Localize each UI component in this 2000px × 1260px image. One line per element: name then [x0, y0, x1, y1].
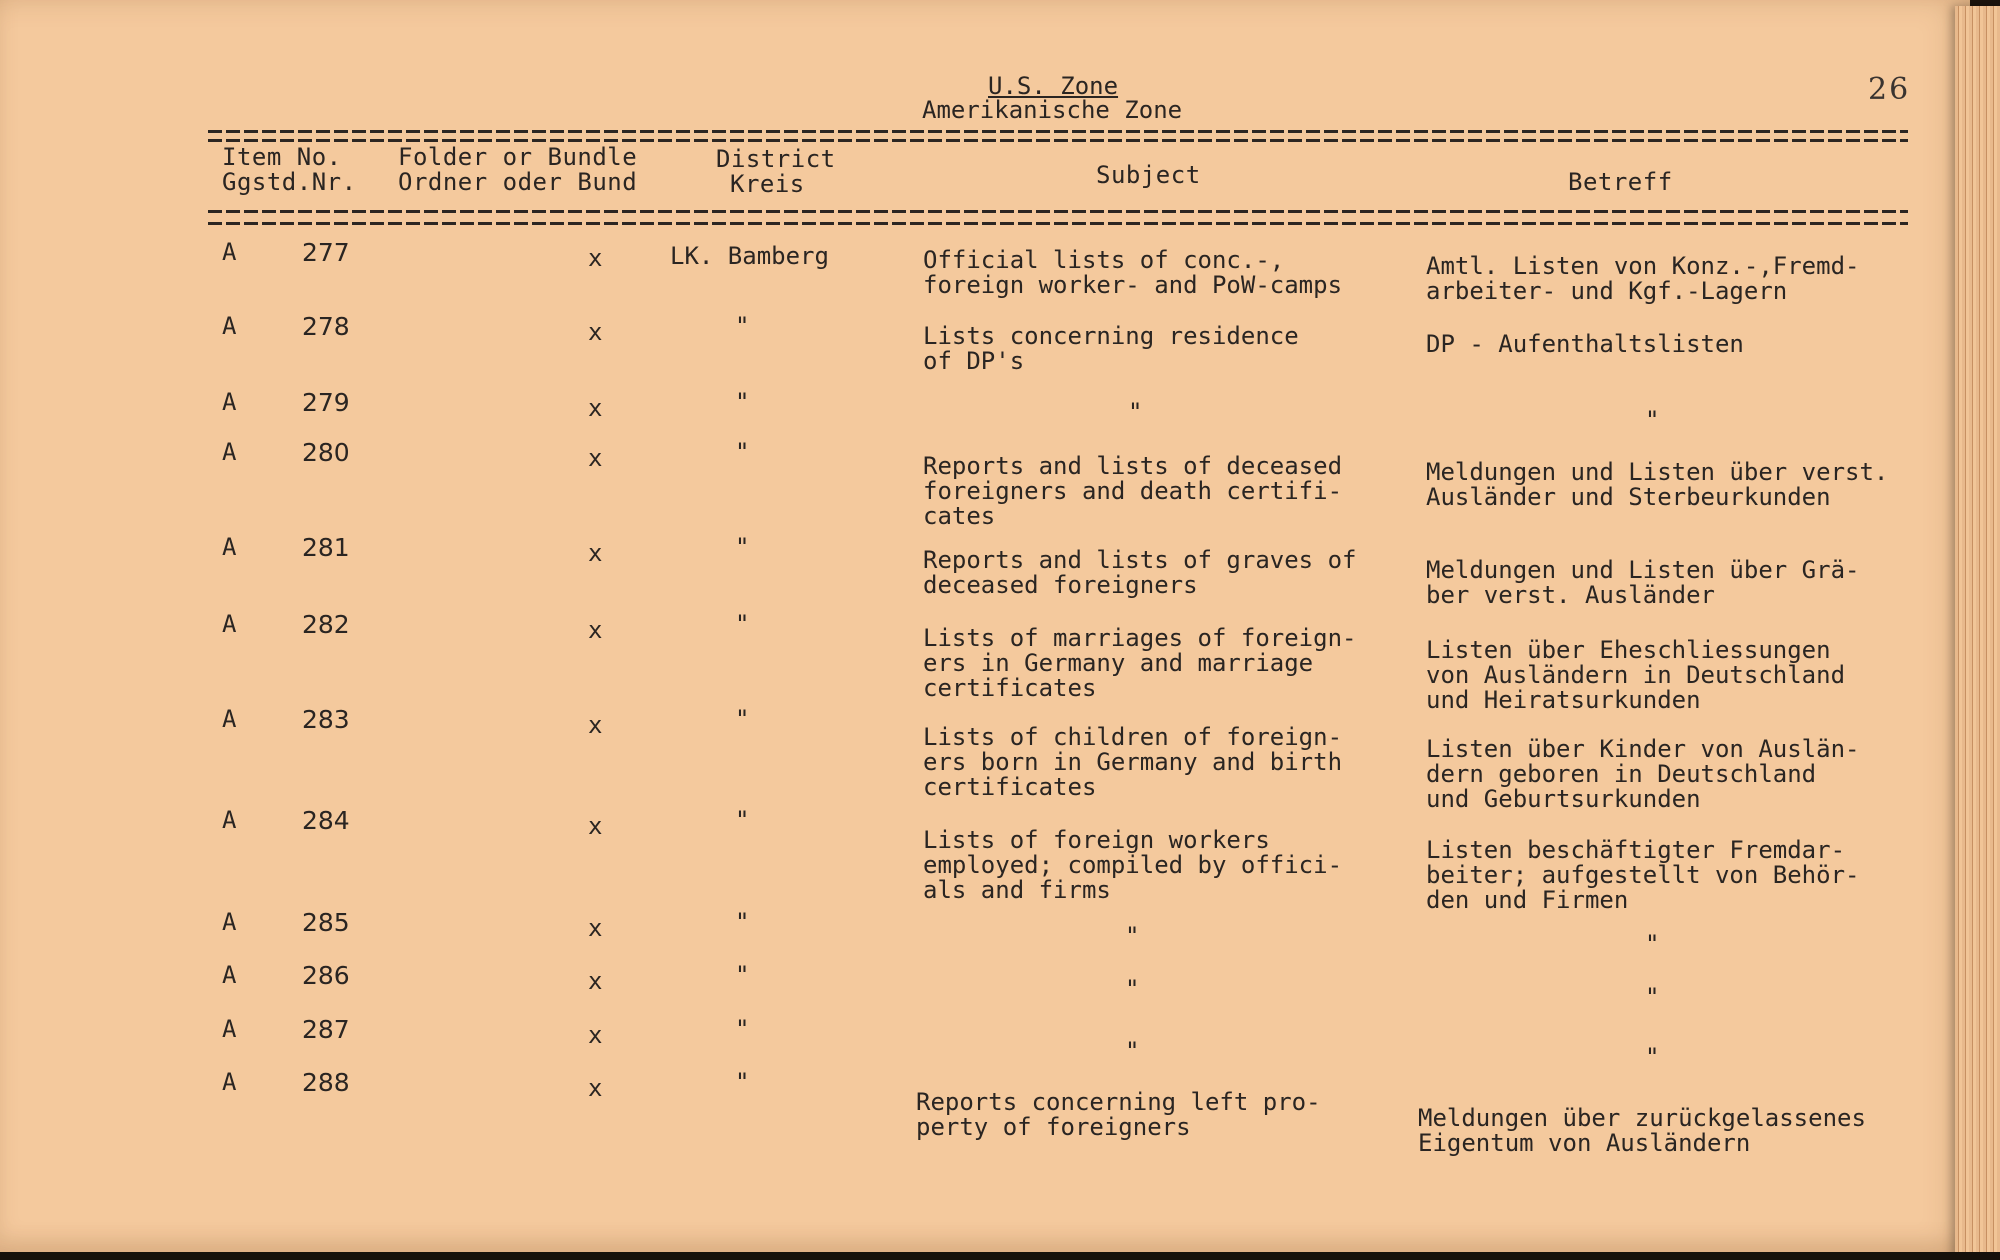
row-folder-mark: x [588, 812, 603, 840]
row-number: 278 [302, 312, 350, 341]
row-folder-mark: x [588, 318, 603, 346]
row-betreff: " [1645, 1043, 1660, 1071]
row-betreff: Meldungen und Listen über verst. Ausländer und Sterbeurkunden [1426, 458, 1889, 511]
row-subject: Official lists of conc.-, foreign worker- and PoW-camps [923, 246, 1343, 299]
row-number: 277 [302, 238, 350, 267]
row-subject: Lists of foreign workers employed; compiled by offici- als and firms [923, 826, 1343, 904]
row-betreff: DP - Aufenthaltslisten [1426, 330, 1744, 358]
row-folder-mark: x [588, 914, 603, 942]
row-district: " [735, 533, 750, 561]
row-district: " [735, 1068, 750, 1096]
row-district: " [735, 438, 750, 466]
row-folder-mark: x [588, 711, 603, 739]
row-number: 285 [302, 908, 350, 937]
row-district: " [735, 806, 750, 834]
row-district: LK. Bamberg [670, 242, 829, 270]
row-betreff: Listen beschäftigter Fremdar- beiter; aufgestellt von Behör- den und Firmen [1426, 836, 1860, 914]
col-subject-label: Subject [1096, 161, 1201, 189]
row-district: " [735, 610, 750, 638]
row-number: 279 [302, 388, 350, 417]
row-number: 281 [302, 533, 350, 562]
col-betreff-label: Betreff [1568, 168, 1673, 196]
row-folder-mark: x [588, 616, 603, 644]
row-folder-mark: x [588, 444, 603, 472]
row-subject: " [1125, 922, 1140, 950]
row-letter: A [222, 1068, 237, 1096]
row-letter: A [222, 610, 237, 638]
row-district: " [735, 908, 750, 936]
row-subject: Reports and lists of graves of deceased foreigners [923, 546, 1357, 599]
page-edge-stack [1955, 6, 2000, 1260]
row-subject: Lists concerning residence of DP's [923, 322, 1299, 375]
row-betreff: Listen über Kinder von Auslän- dern geboren in Deutschland und Geburtsurkunden [1426, 735, 1860, 813]
row-folder-mark: x [588, 539, 603, 567]
row-number: 280 [302, 438, 350, 467]
row-number: 287 [302, 1015, 350, 1044]
header-bottom-rule-2 [208, 222, 1908, 225]
row-folder-mark: x [588, 244, 603, 272]
col-item-label-de: Ggstd.Nr. [222, 168, 357, 196]
row-district: " [735, 1015, 750, 1043]
row-betreff: Meldungen über zurückgelassenes Eigentum von Ausländern [1418, 1104, 1866, 1157]
row-letter: A [222, 1015, 237, 1043]
row-betreff: " [1645, 983, 1660, 1011]
row-letter: A [222, 533, 237, 561]
row-subject: " [1125, 1037, 1140, 1065]
row-number: 283 [302, 705, 350, 734]
row-number: 282 [302, 610, 350, 639]
zone-title: U.S. Zone [988, 72, 1119, 100]
zone-subtitle: Amerikanische Zone [922, 96, 1183, 124]
row-subject: Lists of marriages of foreign- ers in Germany and marriage certificates [923, 624, 1357, 702]
row-folder-mark: x [588, 967, 603, 995]
row-letter: A [222, 705, 237, 733]
row-letter: A [222, 806, 237, 834]
row-number: 286 [302, 961, 350, 990]
row-betreff: " [1645, 930, 1660, 958]
row-betreff: Amtl. Listen von Konz.-,Fremd- arbeiter- und Kgf.-Lagern [1426, 252, 1860, 305]
header-top-rule-2 [208, 139, 1908, 142]
col-district-label-de: Kreis [730, 170, 805, 198]
col-folder-label-de: Ordner oder Bund [398, 168, 638, 196]
row-letter: A [222, 961, 237, 989]
row-letter: A [222, 438, 237, 466]
row-betreff: Listen über Eheschliessungen von Ausländern in Deutschland und Heiratsurkunden [1426, 636, 1846, 714]
row-subject: Lists of children of foreign- ers born in Germany and birth certificates [923, 723, 1343, 801]
scan-bottom-border [0, 1252, 2000, 1260]
row-betreff: Meldungen und Listen über Grä- ber verst. Ausländer [1426, 556, 1860, 609]
header-top-rule [208, 130, 1908, 133]
row-district: " [735, 312, 750, 340]
row-folder-mark: x [588, 1074, 603, 1102]
header-bottom-rule [208, 210, 1908, 213]
row-letter: A [222, 312, 237, 340]
row-letter: A [222, 388, 237, 416]
row-number: 288 [302, 1068, 350, 1097]
row-district: " [735, 705, 750, 733]
row-district: " [735, 388, 750, 416]
row-subject: Reports concerning left pro- perty of foreigners [916, 1088, 1321, 1141]
page-number: 26 [1868, 72, 1911, 107]
row-folder-mark: x [588, 394, 603, 422]
row-subject: " [1125, 975, 1140, 1003]
row-district: " [735, 961, 750, 989]
row-subject: Reports and lists of deceased foreigners and death certifi- cates [923, 452, 1343, 530]
row-folder-mark: x [588, 1021, 603, 1049]
col-district-label-en: District [716, 145, 836, 173]
col-item-label-en: Item No. [222, 143, 342, 171]
row-betreff: " [1645, 406, 1660, 434]
row-subject: " [1128, 398, 1143, 426]
col-folder-label-en: Folder or Bundle [398, 143, 638, 171]
row-number: 284 [302, 806, 350, 835]
row-letter: A [222, 908, 237, 936]
row-letter: A [222, 238, 237, 266]
